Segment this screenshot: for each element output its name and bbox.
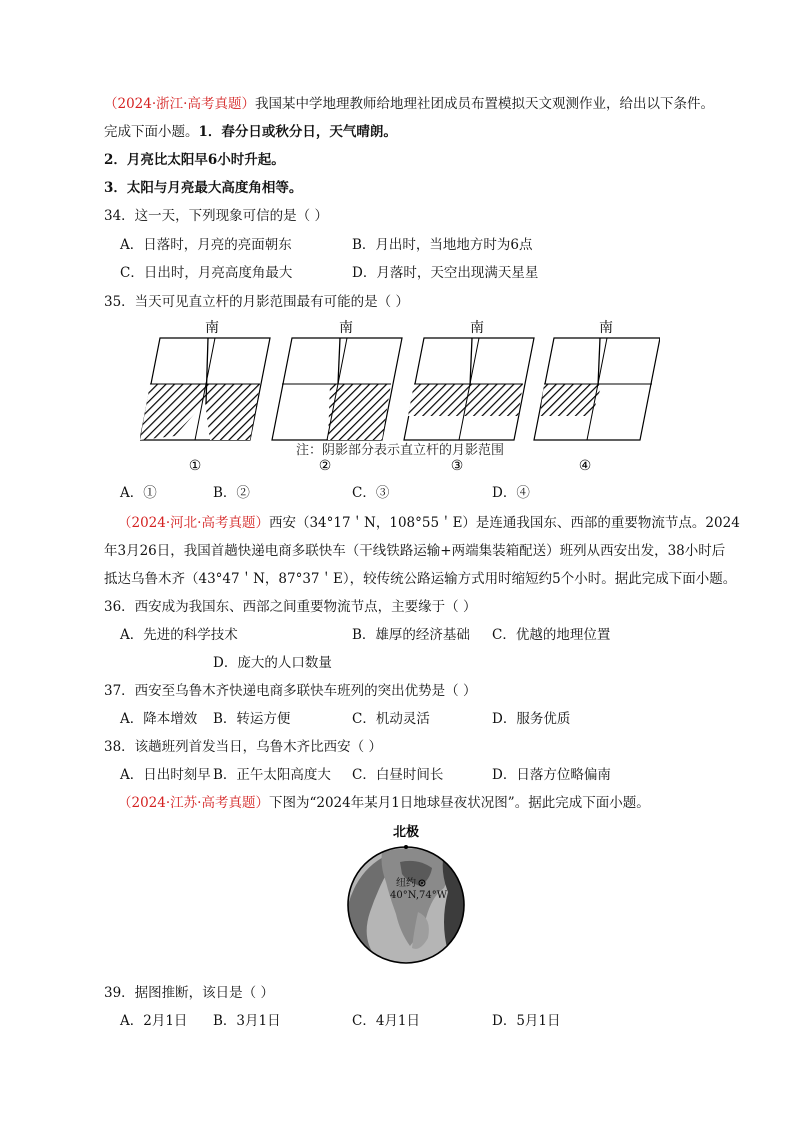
q36-stem: 36．西安成为我国东、西部之间重要物流节点，主要缘于（ ） <box>104 599 477 615</box>
north-pole-label: 北极 <box>392 825 420 840</box>
q35-stem: 35．当天可见直立杆的月影范围最有可能的是（ ） <box>104 294 409 310</box>
intro2-line-2: 年3月26日，我国首趟快递电商多联快车（干线铁路运输+两端集装箱配送）班列从西安出发，38小时后 <box>104 543 726 559</box>
intro3-line <box>118 793 650 813</box>
q39-stem: 39．据图推断，该日是（ ） <box>104 985 274 1001</box>
source-tag-jiangsu: （2024·江苏·高考真题） <box>118 795 269 811</box>
intro-line-2 <box>104 122 397 142</box>
intro3-text: 下图为“2024年某月1日地球昼夜状况图”。据此完成下面小题。 <box>268 795 650 811</box>
q36-option-d[interactable]: D．庞大的人口数量 <box>213 655 332 671</box>
intro2-line-3: 抵达乌鲁木齐（43°47＇N，87°37＇E），较传统公路运输方式用时缩短约5个小时。据此完成下面小题。 <box>104 571 737 587</box>
q35-option-d[interactable]: D．④ <box>492 485 530 501</box>
panel-1-south-label: 南 <box>205 320 219 336</box>
q34-option-a[interactable]: A．日落时，月亮的亮面朝东 <box>120 237 292 253</box>
panel-4-south-label: 南 <box>599 320 613 336</box>
q35-option-b[interactable]: B．② <box>213 485 250 501</box>
q36-option-c[interactable]: C．优越的地理位置 <box>492 627 611 643</box>
q36-option-a[interactable]: A．先进的科学技术 <box>120 627 238 643</box>
q39-option-a[interactable]: A．2月1日 <box>120 1013 188 1029</box>
q34-stem: 34．这一天，下列现象可信的是（ ） <box>104 208 328 224</box>
panel-2 <box>272 319 402 440</box>
panel-2-label: ② <box>318 458 332 474</box>
q35-option-c[interactable]: C．③ <box>352 485 390 501</box>
source-tag-hebei: （2024·河北·高考真题） <box>118 515 269 531</box>
panel-2-shadow <box>328 384 391 440</box>
q37-stem: 37．西安至乌鲁木齐快递电商多联快车班列的突出优势是（ ） <box>104 683 477 699</box>
panel-1-label: ① <box>188 458 202 474</box>
diagram-note: 注：阴影部分表示直立杆的月影范围 <box>295 443 505 458</box>
panel-3-south-label: 南 <box>470 320 484 336</box>
condition-3 <box>104 178 302 198</box>
new-york-label: 纽约 <box>396 878 416 889</box>
q38-option-c[interactable]: C．白昼时间长 <box>352 767 444 783</box>
intro2-text-1: 西安（34°17＇N，108°55＇E）是连通我国东、西部的重要物流节点。2024 <box>268 515 740 531</box>
q37-option-b[interactable]: B．转运方便 <box>213 711 291 727</box>
intro-line-1 <box>104 94 714 114</box>
panel-4-label: ④ <box>578 458 592 474</box>
q39-option-d[interactable]: D．5月1日 <box>492 1013 561 1029</box>
panel-2-south-label: 南 <box>339 320 353 336</box>
q37-option-a[interactable]: A．降本增效 <box>120 711 198 727</box>
intro2-line-1 <box>118 513 740 533</box>
q34-option-d[interactable]: D．月落时，天空出现满天星星 <box>352 265 539 281</box>
q37-option-d[interactable]: D．服务优质 <box>492 711 571 727</box>
source-tag-zhejiang: （2024·浙江·高考真题） <box>104 96 255 112</box>
q34-option-c[interactable]: C．日出时，月亮高度角最大 <box>120 265 293 281</box>
q39-option-c[interactable]: C．4月1日 <box>352 1013 421 1029</box>
panel-3-shadow <box>408 384 523 416</box>
new-york-coord: 40°N,74°W <box>390 890 448 901</box>
panel-1 <box>140 319 270 440</box>
intro1-text: 我国某中学地理教师给地理社团成员布置模拟天文观测作业，给出以下条件。 <box>254 96 714 112</box>
earth-day-night-globe <box>340 822 472 972</box>
condition-2-text: 2．月亮比太阳早6小时升起。 <box>104 152 285 168</box>
intro1-line2-prefix: 完成下面小题。 <box>104 124 199 140</box>
panel-3-label: ③ <box>450 458 464 474</box>
q39-option-b[interactable]: B．3月1日 <box>213 1013 281 1029</box>
condition-1: 1．春分日或秋分日，天气晴朗。 <box>198 124 397 140</box>
q38-option-a[interactable]: A．日出时刻早 <box>120 767 211 783</box>
q38-option-b[interactable]: B．正午太阳高度大 <box>213 767 331 783</box>
condition-2 <box>104 150 285 170</box>
q38-stem: 38．该趟班列首发当日，乌鲁木齐比西安（ ） <box>104 739 382 755</box>
q36-option-b[interactable]: B．雄厚的经济基础 <box>352 627 470 643</box>
panel-4 <box>534 319 660 440</box>
moon-shadow-diagram <box>140 316 660 476</box>
panel-3 <box>404 319 534 440</box>
q38-option-d[interactable]: D．日落方位略偏南 <box>492 767 611 783</box>
condition-3-text: 3．太阳与月亮最大高度角相等。 <box>104 180 303 196</box>
q37-option-c[interactable]: C．机动灵活 <box>352 711 430 727</box>
q35-option-a[interactable]: A．① <box>120 485 157 501</box>
q34-option-b[interactable]: B．月出时，当地地方时为6点 <box>352 237 533 253</box>
